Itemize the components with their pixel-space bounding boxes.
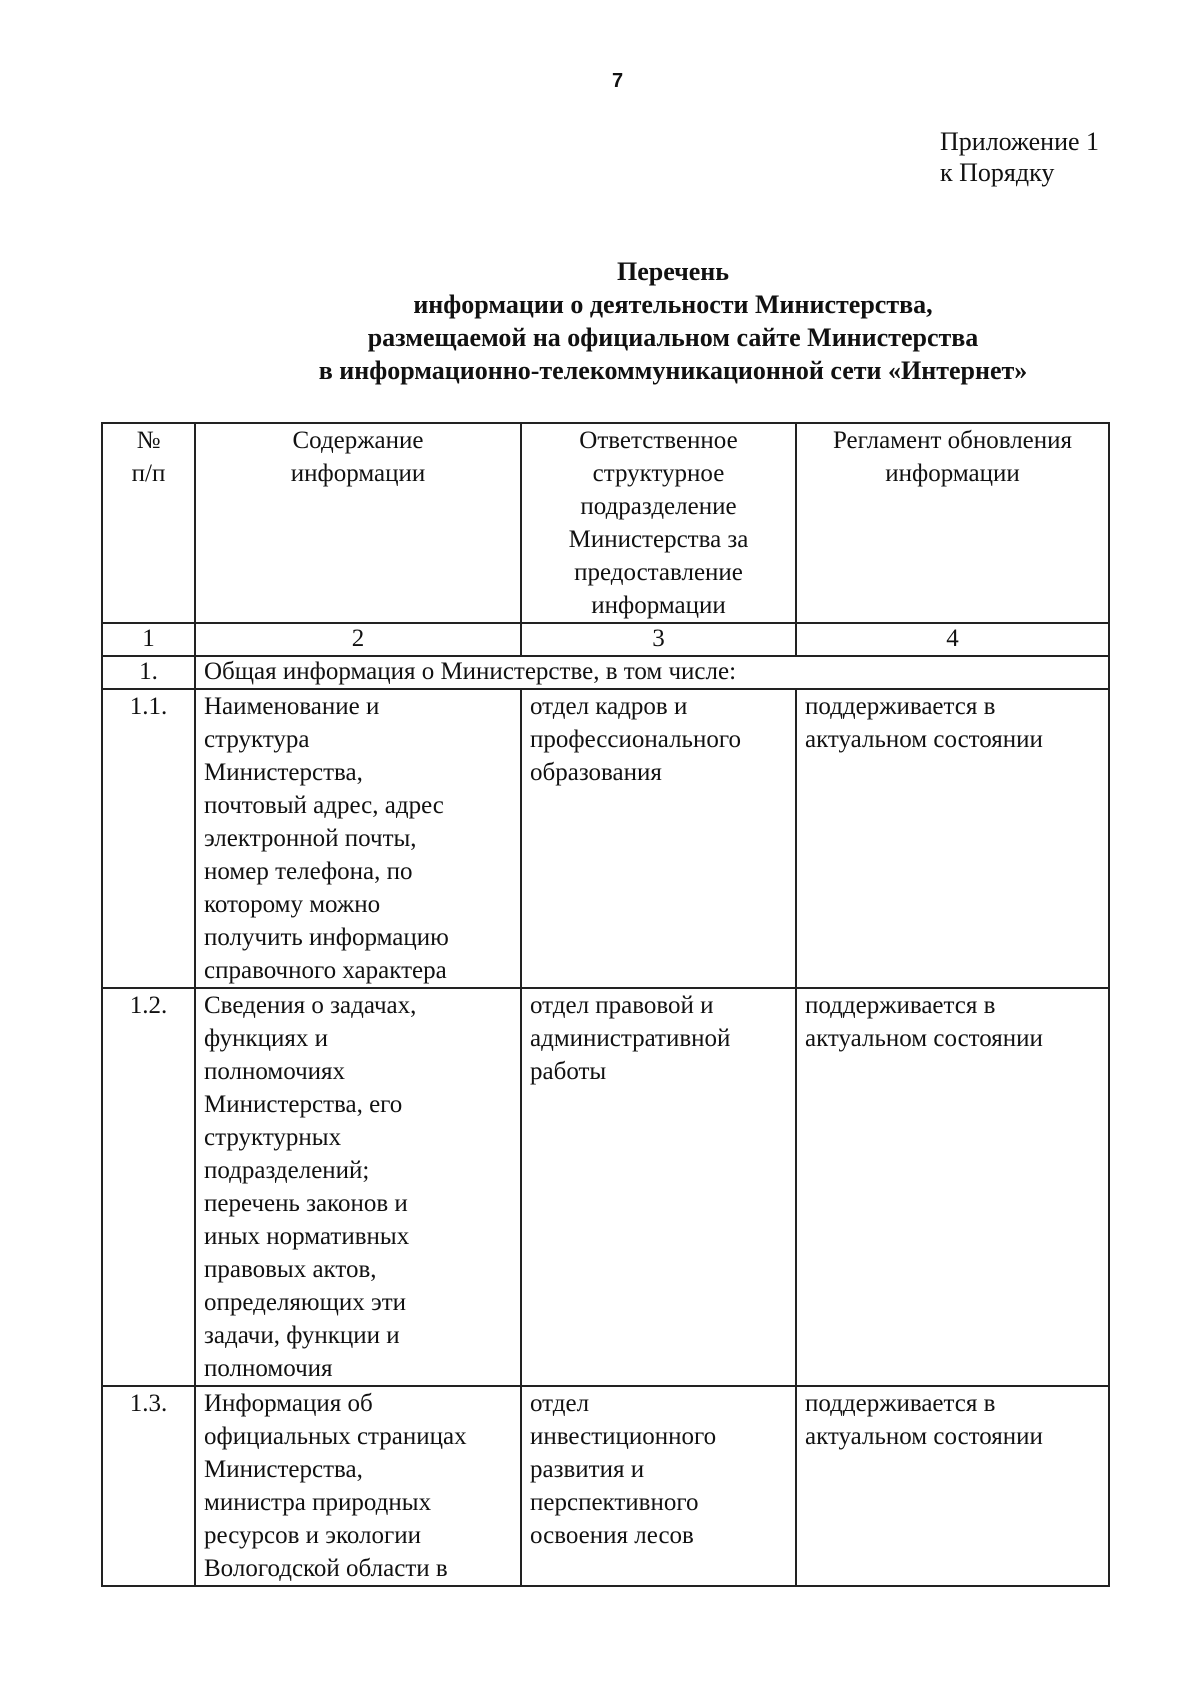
table-row	[102, 988, 1109, 1386]
column-number-cell: 2	[195, 623, 521, 656]
cell-line: полномочия	[204, 1355, 333, 1382]
header-text: Ответственное	[579, 427, 738, 454]
cell-line: Информация об	[204, 1390, 373, 1417]
row-content	[195, 1386, 521, 1586]
section-text	[195, 656, 1109, 689]
header-text: предоставление	[574, 559, 743, 586]
row-content	[195, 689, 521, 988]
row-number: 1.2.	[102, 988, 195, 1386]
cell-line: структура	[204, 726, 310, 753]
header-text: подразделение	[580, 493, 737, 520]
cell-line: поддерживается в	[805, 693, 996, 720]
header-text: Министерства за	[568, 526, 749, 553]
cell-line: иных нормативных	[204, 1223, 410, 1250]
row-schedule	[796, 988, 1109, 1386]
cell-line: отдел правовой и	[530, 992, 714, 1019]
header-text: №	[136, 427, 161, 454]
cell-line: министра природных	[204, 1489, 432, 1516]
title-line-1: Перечень	[616, 257, 730, 286]
row-number: 1.3.	[102, 1386, 195, 1586]
document-title	[100, 255, 1200, 387]
header-cell-responsible	[521, 423, 796, 623]
cell-line: Министерства, его	[204, 1091, 403, 1118]
table-row	[102, 1386, 1109, 1586]
cell-line: Министерства,	[204, 1456, 363, 1483]
cell-line: структурных	[204, 1124, 342, 1151]
cell-line: Наименование и	[204, 693, 380, 720]
cell-line: полномочиях	[204, 1058, 346, 1085]
column-number-cell: 4	[796, 623, 1109, 656]
row-responsible	[521, 988, 796, 1386]
column-number-row	[102, 623, 1109, 656]
header-text: информации	[290, 460, 426, 487]
header-cell-number	[102, 423, 195, 623]
cell-line: перспективного	[530, 1489, 699, 1516]
column-number-cell: 3	[521, 623, 796, 656]
cell-line: актуальном состоянии	[805, 1423, 1043, 1450]
row-schedule	[796, 1386, 1109, 1586]
header-cell-content	[195, 423, 521, 623]
row-responsible	[521, 1386, 796, 1586]
cell-line: освоения лесов	[530, 1522, 694, 1549]
appendix-line-2: к Порядку	[940, 158, 1055, 187]
header-cell-schedule	[796, 423, 1109, 623]
cell-line: Сведения о задачах,	[204, 992, 417, 1019]
cell-line: определяющих эти	[204, 1289, 407, 1316]
cell-line: правовых актов,	[204, 1256, 377, 1283]
header-text: структурное	[592, 460, 725, 487]
cell-line: актуальном состоянии	[805, 1025, 1043, 1052]
header-text: информации	[885, 460, 1020, 487]
cell-line: поддерживается в	[805, 1390, 996, 1417]
cell-line: развития и	[530, 1456, 645, 1483]
title-line-2: информации о деятельности Министерства,	[413, 290, 933, 319]
cell-line: электронной почты,	[204, 825, 417, 852]
row-responsible	[521, 689, 796, 988]
header-text: п/п	[131, 460, 166, 487]
information-table	[101, 422, 1110, 1587]
cell-line: перечень законов и	[204, 1190, 408, 1217]
cell-line: работы	[530, 1058, 607, 1085]
column-number-cell: 1	[102, 623, 195, 656]
table-row	[102, 689, 1109, 988]
header-text: Содержание	[292, 427, 424, 454]
appendix-line-1: Приложение 1	[940, 127, 1100, 156]
section-text-line: Общая информация о Министерстве, в том числе:	[204, 658, 737, 685]
cell-line: почтовый адрес, адрес	[204, 792, 444, 819]
section-row	[102, 656, 1109, 689]
cell-line: подразделений;	[204, 1157, 370, 1184]
title-line-4: в информационно-телекоммуникационной сети «Интернет»	[318, 356, 1028, 385]
cell-line: административной	[530, 1025, 731, 1052]
header-text: информации	[591, 592, 726, 619]
cell-line: Вологодской области в	[204, 1555, 448, 1582]
page-number: 7	[611, 70, 624, 92]
cell-line: справочного характера	[204, 957, 447, 984]
row-schedule	[796, 689, 1109, 988]
cell-line: актуальном состоянии	[805, 726, 1043, 753]
cell-line: отдел кадров и	[530, 693, 688, 720]
title-line-3: размещаемой на официальном сайте Министерства	[367, 323, 979, 352]
row-content	[195, 988, 521, 1386]
cell-line: получить информацию	[204, 924, 449, 951]
cell-line: номер телефона, по	[204, 858, 413, 885]
cell-line: ресурсов и экологии	[204, 1522, 422, 1549]
cell-line: функциях и	[204, 1025, 328, 1052]
cell-line: задачи, функции и	[204, 1322, 400, 1349]
cell-line: Министерства,	[204, 759, 363, 786]
cell-line: официальных страницах	[204, 1423, 467, 1450]
cell-line: инвестиционного	[530, 1423, 717, 1450]
cell-line: которому можно	[204, 891, 381, 918]
table-header-row	[102, 423, 1109, 623]
row-number: 1.1.	[102, 689, 195, 988]
cell-line: отдел	[530, 1390, 590, 1417]
header-text: Регламент обновления	[832, 427, 1073, 454]
cell-line: профессионального	[530, 726, 741, 753]
section-number: 1.	[102, 656, 195, 689]
cell-line: поддерживается в	[805, 992, 996, 1019]
appendix-note	[940, 126, 1099, 188]
cell-line: образования	[530, 759, 662, 786]
